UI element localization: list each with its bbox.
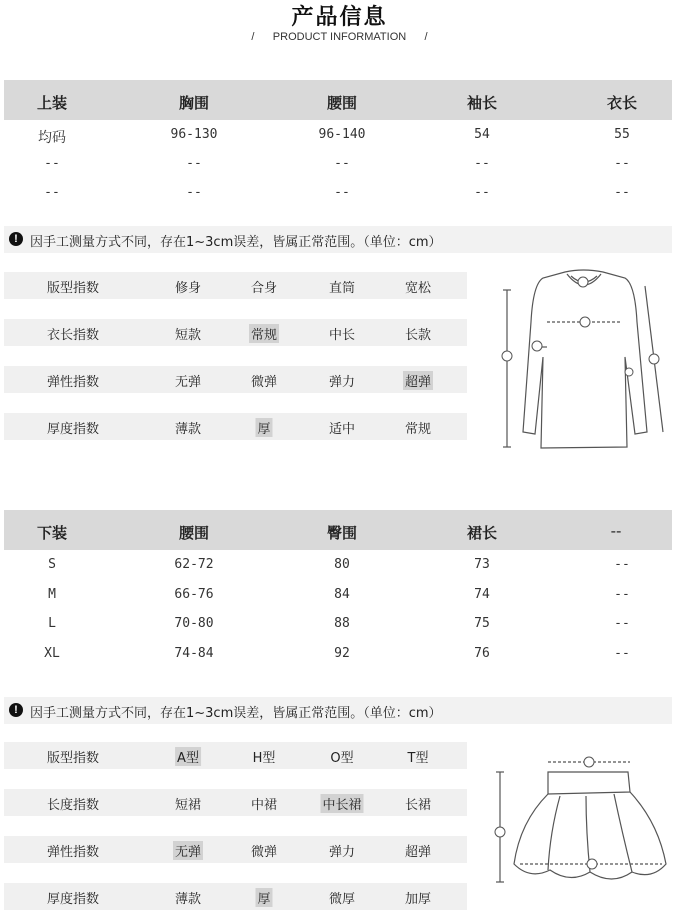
table-cell: 均码 xyxy=(38,130,66,146)
table-cell: -- xyxy=(186,185,202,200)
index-option: 加厚 xyxy=(404,892,432,907)
table-cell: -- xyxy=(186,156,202,171)
notice-bar-bottom xyxy=(4,697,672,724)
index-option: 宽松 xyxy=(404,281,432,296)
table-cell: 74 xyxy=(474,586,490,602)
table-cell: -- xyxy=(474,156,490,171)
table-cell: 92 xyxy=(334,645,350,661)
index-option: 微厚 xyxy=(328,892,356,907)
index-label: 弹性指数 xyxy=(46,375,100,390)
index-option: 弹力 xyxy=(328,845,356,860)
table-cell: S xyxy=(48,557,56,572)
index-label: 版型指数 xyxy=(46,751,100,766)
table-cell: -- xyxy=(44,156,60,171)
index-label: 衣长指数 xyxy=(46,328,100,343)
table-cell: 54 xyxy=(474,127,490,142)
table-cell: 74-84 xyxy=(174,645,214,661)
index-option: 弹力 xyxy=(328,375,356,390)
index-label: 长度指数 xyxy=(46,798,100,813)
header-cell: 腰围 xyxy=(178,524,209,542)
index-label: 弹性指数 xyxy=(46,845,100,860)
index-option: 超弹 xyxy=(404,845,432,860)
index-label: 版型指数 xyxy=(46,281,100,296)
index-option: 长裙 xyxy=(404,798,432,813)
top-table-header xyxy=(4,80,672,120)
header-cell: 袖长 xyxy=(466,94,497,112)
index-option-selected: 常规 xyxy=(249,324,279,343)
header-cell: 臀围 xyxy=(326,524,357,542)
index-row xyxy=(4,742,467,769)
index-option-selected: 厚 xyxy=(255,418,272,437)
index-row xyxy=(4,836,467,863)
table-cell: 66-76 xyxy=(174,586,214,602)
header-cell: 胸围 xyxy=(178,94,209,112)
index-option: 修身 xyxy=(174,281,202,296)
table-cell: 62-72 xyxy=(174,557,214,572)
index-row xyxy=(4,789,467,816)
table-cell: L xyxy=(48,616,56,631)
table-cell: -- xyxy=(614,185,630,200)
index-row xyxy=(4,883,467,910)
index-option: 无弹 xyxy=(174,375,202,390)
table-cell: M xyxy=(48,586,56,602)
index-option: 中长 xyxy=(328,328,356,343)
index-option: T型 xyxy=(407,751,429,766)
header-cell: 衣长 xyxy=(606,94,637,112)
index-option: 薄款 xyxy=(174,422,202,437)
index-option: 短裙 xyxy=(174,798,202,813)
notice-text: 因手工测量方式不同，存在1~3cm误差，皆属正常范围。（单位：cm） xyxy=(30,235,442,250)
index-option: 微弹 xyxy=(250,845,278,860)
index-row xyxy=(4,319,467,346)
table-cell: XL xyxy=(44,645,60,661)
index-option: H型 xyxy=(252,751,276,766)
index-option-selected: 无弹 xyxy=(173,841,203,860)
table-cell: 70-80 xyxy=(174,616,214,631)
table-cell: -- xyxy=(614,616,630,631)
index-row xyxy=(4,366,467,393)
table-cell: 76 xyxy=(474,645,490,661)
index-row xyxy=(4,413,467,440)
index-label: 厚度指数 xyxy=(46,892,100,907)
index-option: 直筒 xyxy=(328,281,356,296)
table-cell: 55 xyxy=(614,127,630,142)
table-cell: -- xyxy=(614,156,630,171)
table-cell: 96-130 xyxy=(170,127,218,142)
index-option: 适中 xyxy=(328,422,356,437)
table-cell: -- xyxy=(334,156,350,171)
notice-bar-top xyxy=(4,226,672,253)
sweater-measurement-sketch xyxy=(495,262,671,457)
table-cell: 96-140 xyxy=(318,127,366,142)
index-option-selected: 中长裙 xyxy=(320,794,363,813)
table-cell: -- xyxy=(614,557,630,572)
bottom-table-header xyxy=(4,510,672,550)
index-row xyxy=(4,272,467,299)
index-option: O型 xyxy=(330,751,354,766)
table-cell: 75 xyxy=(474,616,490,631)
index-option: 微弹 xyxy=(250,375,278,390)
table-cell: 84 xyxy=(334,586,350,602)
header-cell: 上装 xyxy=(36,94,67,112)
table-cell: -- xyxy=(474,185,490,200)
exclamation-circle-icon: ! xyxy=(9,703,23,717)
table-cell: -- xyxy=(614,586,630,602)
index-label: 厚度指数 xyxy=(46,422,100,437)
index-option: 长款 xyxy=(404,328,432,343)
header-cell: 下装 xyxy=(36,524,67,542)
index-option: 薄款 xyxy=(174,892,202,907)
exclamation-circle-icon: ! xyxy=(9,232,23,246)
page-title: 产品信息 xyxy=(291,5,388,30)
header-cell: -- xyxy=(610,522,622,540)
header-cell: 裙长 xyxy=(466,524,497,542)
index-option: 短款 xyxy=(174,328,202,343)
table-cell: 80 xyxy=(334,557,350,572)
index-option: 合身 xyxy=(250,281,278,296)
header-cell: 腰围 xyxy=(326,94,357,112)
index-option-selected: A型 xyxy=(175,747,201,766)
index-option: 常规 xyxy=(404,422,432,437)
skirt-measurement-sketch xyxy=(490,752,676,907)
notice-text: 因手工测量方式不同，存在1~3cm误差，皆属正常范围。（单位：cm） xyxy=(30,706,442,721)
index-option-selected: 超弹 xyxy=(403,371,433,390)
page-subtitle: / PRODUCT INFORMATION / xyxy=(251,31,428,43)
index-option-selected: 厚 xyxy=(255,888,272,907)
index-option: 中裙 xyxy=(250,798,278,813)
table-cell: -- xyxy=(614,645,630,661)
table-cell: -- xyxy=(44,185,60,200)
table-cell: 73 xyxy=(474,557,490,572)
table-cell: -- xyxy=(334,185,350,200)
table-cell: 88 xyxy=(334,616,350,631)
